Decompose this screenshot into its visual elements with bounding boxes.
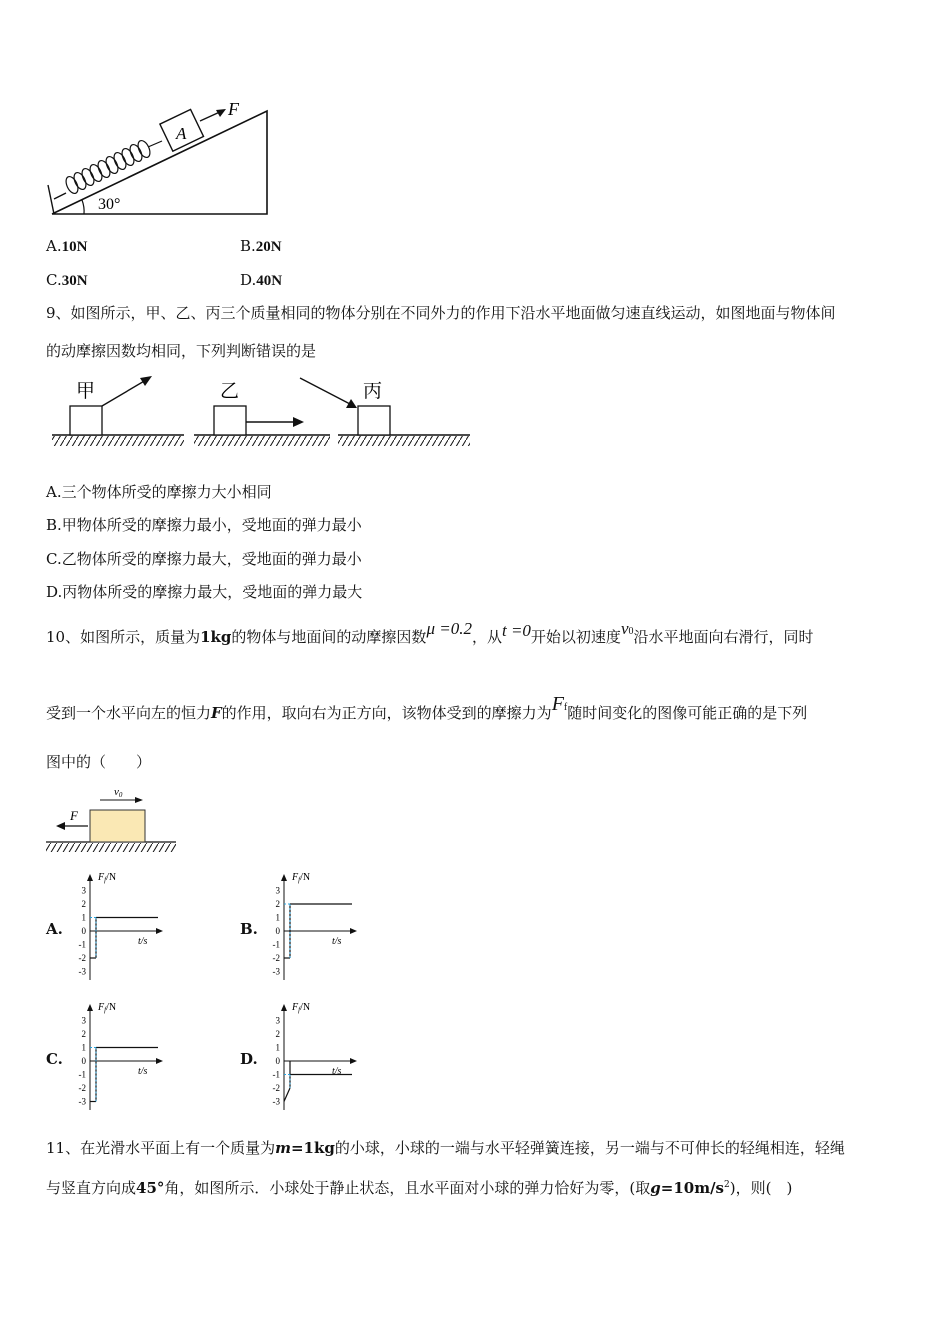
y-axis-label: $F_f/N$ [292, 872, 311, 884]
ff-t-graph[interactable] [256, 868, 386, 980]
q9-option-b[interactable]: B.甲物体所受的摩擦力最小，受地面的弹力最小 [46, 516, 362, 534]
y-tick-label: 2 [275, 1029, 280, 1039]
y-tick-label: 0 [81, 926, 86, 936]
graph-ramp-before [284, 1088, 290, 1102]
q10-stem-line2: 受到一个水平向左的恒力F的作用，取向右为正方向，该物体受到的摩擦力为Ff随时间变化的图像可能正确的是下列 [46, 693, 808, 722]
graph-option-label[interactable]: C. [46, 1050, 63, 1068]
y-tick-label: 1 [275, 912, 280, 923]
y-tick-label: -1 [78, 939, 86, 950]
x-axis-label: t/s [332, 936, 342, 947]
y-tick-label: 3 [81, 1015, 86, 1026]
y-tick-label: 1 [81, 912, 86, 923]
y-tick-label: 3 [275, 885, 280, 896]
y-tick-label: 1 [81, 1042, 86, 1053]
ff-t-graph[interactable] [62, 868, 192, 980]
q11-stem-line1: 11、在光滑水平面上有一个质量为m=1kg的小球，小球的一端与水平轻弹簧连接，另一端与不可伸长的轻绳相连，轻绳 [46, 1139, 845, 1157]
graph-option-label[interactable]: B. [240, 920, 258, 938]
q9-option-c[interactable]: C.乙物体所受的摩擦力最大，受地面的弹力最小 [46, 550, 362, 568]
block-yi [214, 406, 246, 435]
label-F: F [228, 99, 239, 119]
y-tick-label: -2 [78, 1083, 86, 1093]
q9-stem-line1: 9、如图所示，甲、乙、丙三个质量相同的物体分别在不同外力的作用下沿水平地面做匀速直线运动，如图地面与物体间 [46, 304, 836, 322]
y-tick-label: 3 [81, 885, 86, 896]
x-axis-arrow [350, 1058, 357, 1064]
y-axis-label: $F_f/N$ [98, 1002, 117, 1014]
graph-option-label[interactable]: D. [240, 1050, 258, 1068]
ff-t-graph[interactable] [256, 998, 386, 1110]
y-axis-arrow [87, 874, 93, 881]
q9-option-a[interactable]: A.三个物体所受的摩擦力大小相同 [46, 483, 272, 501]
q8-option-a[interactable]: A.10N [46, 237, 88, 255]
angle-arc [82, 200, 84, 214]
y-tick-label: -3 [78, 1096, 86, 1107]
y-tick-label: 3 [275, 1015, 280, 1026]
x-axis-arrow [350, 928, 357, 934]
svg-text:v0: v0 [114, 786, 123, 799]
y-axis-label: $F_f/N$ [292, 1002, 311, 1014]
y-tick-label: 2 [81, 899, 86, 909]
label-bing: 丙 [363, 380, 383, 402]
y-tick-label: 0 [275, 926, 280, 936]
y-tick-label: 2 [275, 899, 280, 909]
q11-stem-line2: 与竖直方向成45°角，如图所示．小球处于静止状态，且水平面对小球的弹力恰好为零，(取$g=10m/s^2$)，则( ) [46, 1179, 793, 1197]
y-axis-arrow [281, 1004, 287, 1011]
q10-stem-line3: 图中的（ ） [46, 753, 152, 771]
y-tick-label: -2 [78, 953, 86, 963]
q8-option-b[interactable]: B.20N [240, 237, 282, 255]
y-axis-arrow [281, 874, 287, 881]
label-yi: 乙 [220, 380, 240, 402]
q9-option-d[interactable]: D.丙物体所受的摩擦力最大，受地面的弹力最大 [46, 583, 363, 601]
y-tick-label: -3 [78, 966, 86, 977]
block-bing [358, 406, 390, 435]
incline-spring-figure [40, 95, 275, 220]
incline-triangle [52, 111, 267, 214]
ff-t-graph[interactable] [62, 998, 192, 1110]
y-tick-label: -2 [272, 1083, 280, 1093]
x-axis-arrow [156, 928, 163, 934]
spring [64, 139, 162, 196]
y-tick-label: -2 [272, 953, 280, 963]
y-tick-label: -3 [272, 1096, 280, 1107]
q8-option-c[interactable]: C.30N [46, 271, 88, 289]
y-tick-label: 2 [81, 1029, 86, 1039]
sliding-block-figure [44, 784, 179, 856]
y-tick-label: -3 [272, 966, 280, 977]
label-F: F [70, 808, 78, 823]
y-tick-label: 0 [81, 1056, 86, 1066]
y-axis-label: $F_f/N$ [98, 872, 117, 884]
x-axis-label: t/s [138, 1066, 148, 1077]
y-axis-arrow [87, 1004, 93, 1011]
q10-stem-line1: 10、如图所示，质量为1kg的物体与地面间的动摩擦因数μ =0.2，从t =0开始以初速度v0沿水平地面向右滑行，同时 [46, 619, 814, 646]
y-tick-label: -1 [272, 939, 280, 950]
y-tick-label: -1 [78, 1069, 86, 1080]
x-axis-label: t/s [138, 936, 148, 947]
three-blocks-figure [46, 370, 476, 452]
x-axis-label: t/s [332, 1066, 342, 1077]
graph-option-label[interactable]: A. [46, 920, 63, 938]
label-jia: 甲 [76, 380, 96, 402]
y-tick-label: 1 [275, 1042, 280, 1053]
y-tick-label: 0 [275, 1056, 280, 1066]
q9-stem-line2: 的动摩擦因数均相同，下列判断错误的是 [46, 342, 317, 360]
y-tick-label: -1 [272, 1069, 280, 1080]
label-A: A [176, 124, 187, 143]
block-jia [70, 406, 102, 435]
angle-label: 30° [98, 196, 121, 213]
x-axis-arrow [156, 1058, 163, 1064]
q8-option-d[interactable]: D.40N [240, 271, 283, 289]
